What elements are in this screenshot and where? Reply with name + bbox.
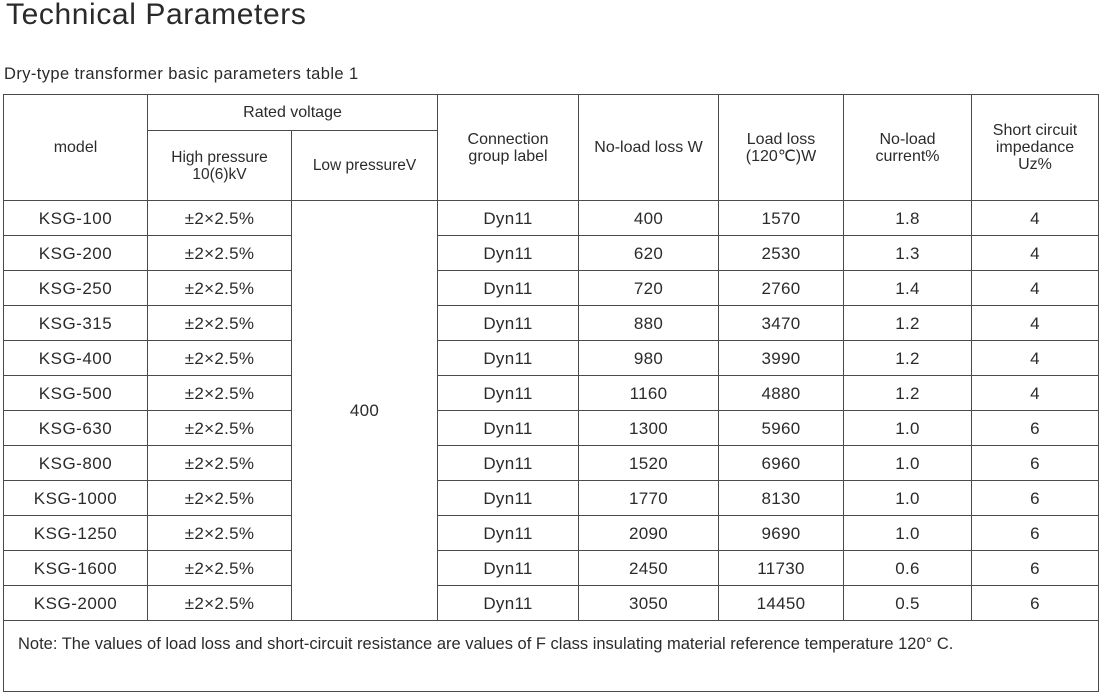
cell-load-loss: 3990 xyxy=(719,341,844,376)
cell-model: KSG-315 xyxy=(4,306,148,341)
cell-impedance: 6 xyxy=(972,446,1099,481)
cell-load-loss: 3470 xyxy=(719,306,844,341)
cell-connection: Dyn11 xyxy=(438,516,579,551)
cell-high-pressure: ±2×2.5% xyxy=(148,551,292,586)
header-row-top xyxy=(4,95,1099,131)
cell-connection: Dyn11 xyxy=(438,446,579,481)
cell-high-pressure: ±2×2.5% xyxy=(148,446,292,481)
cell-load-loss: 1570 xyxy=(719,201,844,236)
cell-load-loss: 14450 xyxy=(719,586,844,621)
cell-no-load-current: 1.2 xyxy=(844,306,972,341)
table-row xyxy=(4,586,1099,621)
cell-no-load-loss: 400 xyxy=(579,201,719,236)
cell-model: KSG-800 xyxy=(4,446,148,481)
cell-no-load-loss: 1520 xyxy=(579,446,719,481)
cell-connection: Dyn11 xyxy=(438,201,579,236)
cell-model: KSG-250 xyxy=(4,271,148,306)
cell-no-load-current: 1.4 xyxy=(844,271,972,306)
table-row xyxy=(4,341,1099,376)
cell-high-pressure: ±2×2.5% xyxy=(148,411,292,446)
cell-high-pressure: ±2×2.5% xyxy=(148,376,292,411)
cell-impedance: 6 xyxy=(972,586,1099,621)
cell-model: KSG-400 xyxy=(4,341,148,376)
cell-impedance: 6 xyxy=(972,551,1099,586)
table-row xyxy=(4,551,1099,586)
cell-no-load-current: 1.3 xyxy=(844,236,972,271)
table-caption: Dry-type transformer basic parameters table 1 xyxy=(4,65,359,83)
cell-high-pressure: ±2×2.5% xyxy=(148,306,292,341)
cell-no-load-loss: 620 xyxy=(579,236,719,271)
header-connection-group xyxy=(438,95,579,201)
page-title: Technical Parameters xyxy=(6,0,307,31)
cell-model: KSG-100 xyxy=(4,201,148,236)
cell-connection: Dyn11 xyxy=(438,236,579,271)
cell-high-pressure: ±2×2.5% xyxy=(148,236,292,271)
cell-impedance: 4 xyxy=(972,236,1099,271)
note-row xyxy=(4,621,1099,692)
table-row xyxy=(4,236,1099,271)
cell-no-load-loss: 2090 xyxy=(579,516,719,551)
header-no-load-current xyxy=(844,95,972,201)
cell-connection: Dyn11 xyxy=(438,341,579,376)
cell-model: KSG-500 xyxy=(4,376,148,411)
cell-load-loss: 11730 xyxy=(719,551,844,586)
cell-high-pressure: ±2×2.5% xyxy=(148,341,292,376)
header-load-loss xyxy=(719,95,844,201)
cell-impedance: 4 xyxy=(972,341,1099,376)
cell-no-load-current: 1.8 xyxy=(844,201,972,236)
cell-connection: Dyn11 xyxy=(438,481,579,516)
cell-model: KSG-1000 xyxy=(4,481,148,516)
table-body xyxy=(4,201,1099,621)
header-load-loss-line1: Load loss xyxy=(746,130,816,148)
header-connection-line2: group label xyxy=(468,147,548,165)
cell-high-pressure: ±2×2.5% xyxy=(148,516,292,551)
header-short-circuit-impedance xyxy=(972,95,1099,201)
cell-high-pressure: ±2×2.5% xyxy=(148,481,292,516)
cell-no-load-loss: 1300 xyxy=(579,411,719,446)
cell-connection: Dyn11 xyxy=(438,271,579,306)
cell-load-loss: 5960 xyxy=(719,411,844,446)
cell-model: KSG-1250 xyxy=(4,516,148,551)
cell-no-load-current: 1.2 xyxy=(844,341,972,376)
cell-impedance: 4 xyxy=(972,271,1099,306)
cell-model: KSG-1600 xyxy=(4,551,148,586)
header-no-load-current-line2: current% xyxy=(875,147,940,165)
cell-connection: Dyn11 xyxy=(438,586,579,621)
header-high-pressure xyxy=(148,131,292,201)
table-row xyxy=(4,306,1099,341)
cell-high-pressure: ±2×2.5% xyxy=(148,271,292,306)
cell-high-pressure: ±2×2.5% xyxy=(148,201,292,236)
table-row xyxy=(4,411,1099,446)
cell-impedance: 4 xyxy=(972,306,1099,341)
header-no-load-loss: No-load loss W xyxy=(579,95,719,201)
cell-connection: Dyn11 xyxy=(438,551,579,586)
cell-no-load-loss: 880 xyxy=(579,306,719,341)
cell-no-load-loss: 2450 xyxy=(579,551,719,586)
table-row xyxy=(4,446,1099,481)
cell-no-load-current: 0.5 xyxy=(844,586,972,621)
parameters-table xyxy=(3,94,1099,692)
table-row xyxy=(4,201,1099,236)
table-note: Note: The values of load loss and short-circuit resistance are values of F class insulating material reference temperature 120° C. xyxy=(4,621,1099,692)
cell-impedance: 4 xyxy=(972,376,1099,411)
table-row xyxy=(4,516,1099,551)
cell-model: KSG-200 xyxy=(4,236,148,271)
header-high-pressure-line2: 10(6)kV xyxy=(192,165,247,183)
header-low-pressure: Low pressureV xyxy=(292,131,438,201)
cell-connection: Dyn11 xyxy=(438,376,579,411)
cell-model: KSG-630 xyxy=(4,411,148,446)
cell-no-load-loss: 1160 xyxy=(579,376,719,411)
cell-no-load-current: 1.0 xyxy=(844,516,972,551)
cell-model: KSG-2000 xyxy=(4,586,148,621)
cell-low-pressure: 400 xyxy=(292,201,438,621)
header-impedance-line1: Short circuit xyxy=(992,122,1078,139)
cell-load-loss: 6960 xyxy=(719,446,844,481)
cell-impedance: 6 xyxy=(972,481,1099,516)
header-impedance-line3: Uz% xyxy=(1018,156,1052,173)
cell-no-load-loss: 720 xyxy=(579,271,719,306)
table-row xyxy=(4,481,1099,516)
cell-load-loss: 8130 xyxy=(719,481,844,516)
header-no-load-current-line1: No-load xyxy=(879,130,936,148)
cell-no-load-current: 1.2 xyxy=(844,376,972,411)
cell-no-load-current: 1.0 xyxy=(844,481,972,516)
cell-no-load-current: 0.6 xyxy=(844,551,972,586)
header-high-pressure-line1: High pressure xyxy=(171,148,268,166)
cell-no-load-loss: 980 xyxy=(579,341,719,376)
cell-no-load-loss: 3050 xyxy=(579,586,719,621)
cell-load-loss: 2760 xyxy=(719,271,844,306)
cell-no-load-loss: 1770 xyxy=(579,481,719,516)
cell-impedance: 4 xyxy=(972,201,1099,236)
cell-load-loss: 4880 xyxy=(719,376,844,411)
cell-high-pressure: ±2×2.5% xyxy=(148,586,292,621)
cell-load-loss: 2530 xyxy=(719,236,844,271)
cell-impedance: 6 xyxy=(972,516,1099,551)
cell-impedance: 6 xyxy=(972,411,1099,446)
cell-connection: Dyn11 xyxy=(438,411,579,446)
header-impedance-line2: impedance xyxy=(995,139,1075,156)
header-connection-line1: Connection xyxy=(467,130,549,148)
header-rated-voltage: Rated voltage xyxy=(148,95,438,131)
header-model: model xyxy=(4,95,148,201)
cell-connection: Dyn11 xyxy=(438,306,579,341)
header-load-loss-line2: (120℃)W xyxy=(745,147,817,165)
cell-no-load-current: 1.0 xyxy=(844,446,972,481)
cell-no-load-current: 1.0 xyxy=(844,411,972,446)
table-row xyxy=(4,271,1099,306)
table-row xyxy=(4,376,1099,411)
cell-load-loss: 9690 xyxy=(719,516,844,551)
